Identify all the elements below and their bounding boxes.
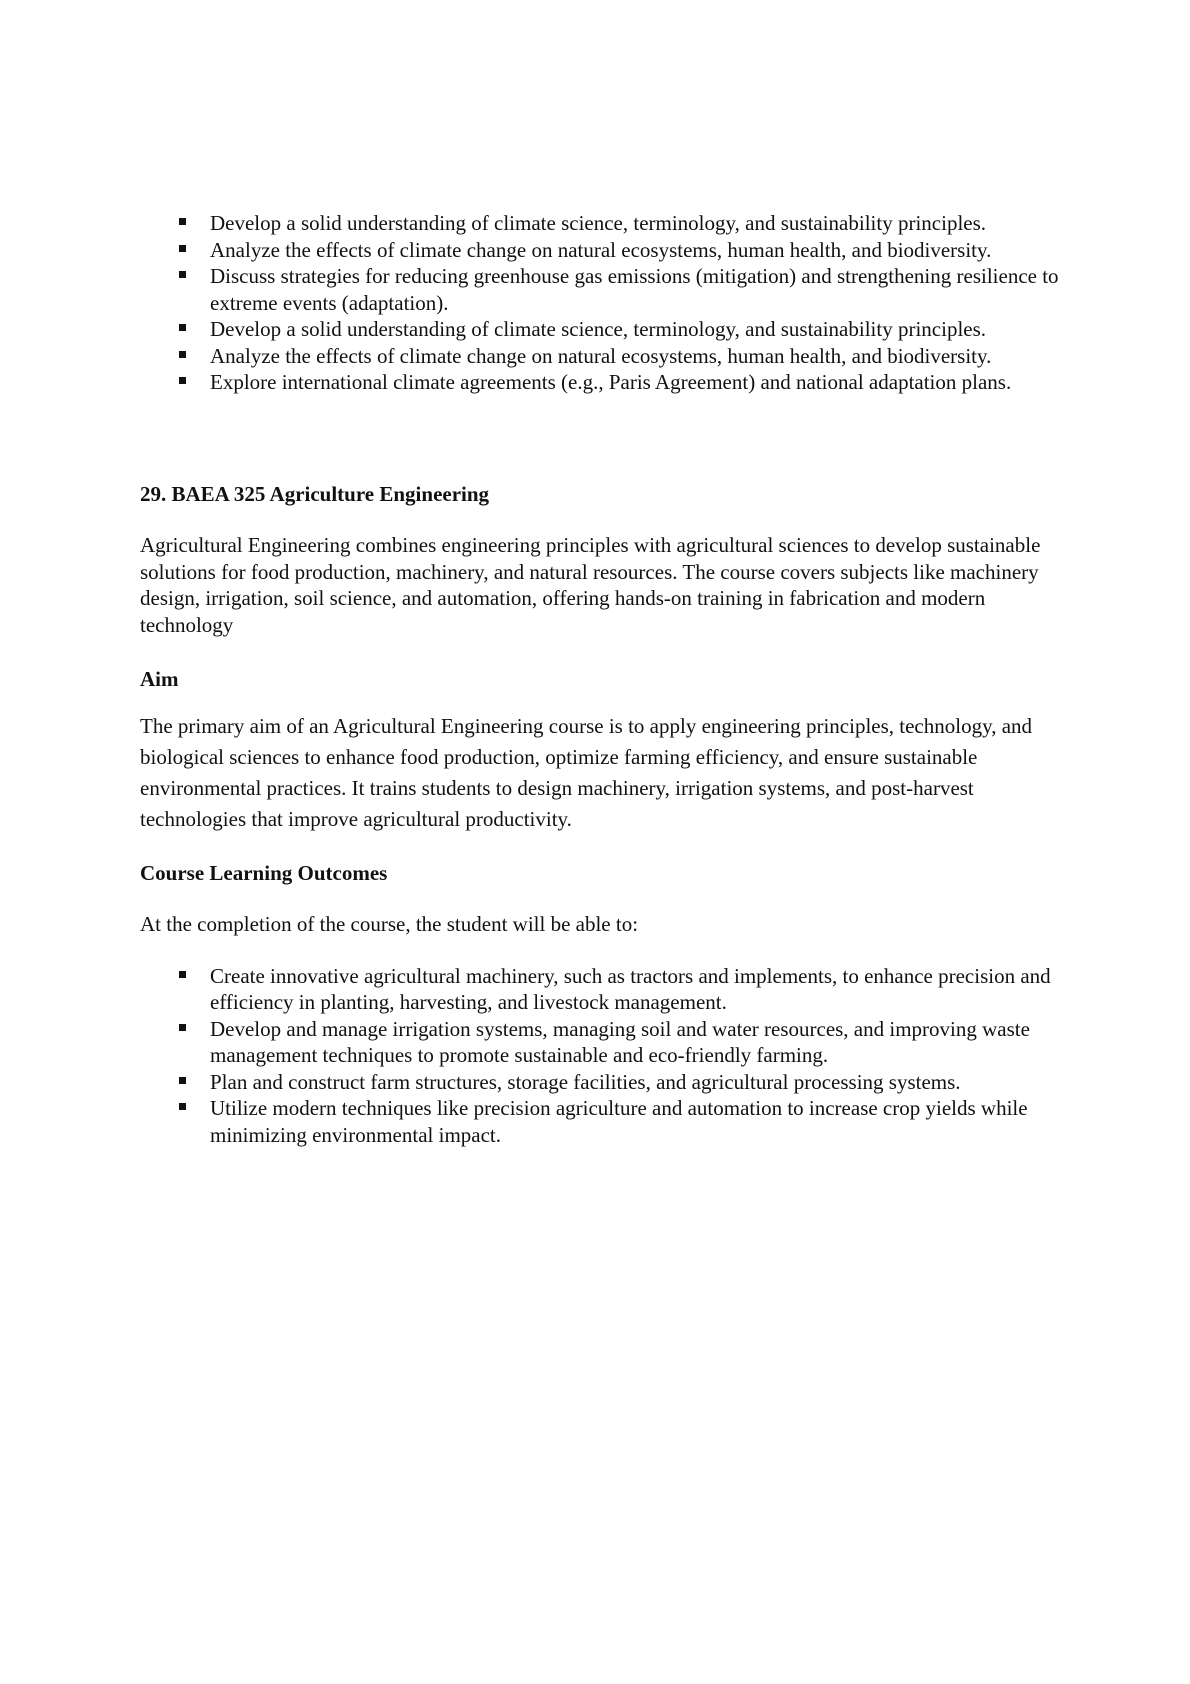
list-item: Discuss strategies for reducing greenhouse gas emissions (mitigation) and strengthening resilience to extreme events (adaptation). xyxy=(210,264,1059,315)
aim-heading: Aim xyxy=(140,667,179,691)
list-item: Plan and construct farm structures, storage facilities, and agricultural processing systems. xyxy=(210,1069,1060,1096)
learning-outcomes-list xyxy=(140,963,1060,1149)
list-item: Develop and manage irrigation systems, managing soil and water resources, and improving waste management techniques to promote sustainable and eco-friendly farming. xyxy=(210,1016,1060,1069)
course-description: Agricultural Engineering combines engineering principles with agricultural sciences to develop sustainable solutions for food production, machinery, and natural resources. The course covers subjects like machinery design, irrigation, soil science, and automation, offering hands-on training in fabrication and modern technology xyxy=(140,533,1041,637)
list-item: Develop a solid understanding of climate science, terminology, and sustainability principles. xyxy=(210,316,1060,343)
aim-paragraph: The primary aim of an Agricultural Engineering course is to apply engineering principles, technology, and biological sciences to enhance food production, optimize farming efficiency, and ensure sustainable environmental practices. It trains students to design machinery, irrigation systems, and post-harvest technologies that improve agricultural productivity. xyxy=(140,713,1033,831)
list-item: Utilize modern techniques like precision agriculture and automation to increase crop yields while minimizing environmental impact. xyxy=(210,1095,1060,1148)
list-item: Develop a solid understanding of climate science, terminology, and sustainability principles. xyxy=(210,210,1060,237)
document-page xyxy=(140,210,1060,1148)
list-item: Create innovative agricultural machinery, such as tractors and implements, to enhance precision and efficiency in planting, harvesting, and livestock management. xyxy=(210,963,1060,1016)
outcomes-lead-in: At the completion of the course, the student will be able to: xyxy=(140,912,639,936)
list-item: Explore international climate agreements (e.g., Paris Agreement) and national adaptation plans. xyxy=(210,369,1060,396)
learning-outcomes-heading: Course Learning Outcomes xyxy=(140,860,388,885)
section-title: 29. BAEA 325 Agriculture Engineering xyxy=(140,481,490,506)
list-item: Analyze the effects of climate change on natural ecosystems, human health, and biodiversity. xyxy=(210,237,1060,264)
list-item: Analyze the effects of climate change on natural ecosystems, human health, and biodiversity. xyxy=(210,343,1060,370)
climate-outcomes-list xyxy=(140,210,1060,396)
